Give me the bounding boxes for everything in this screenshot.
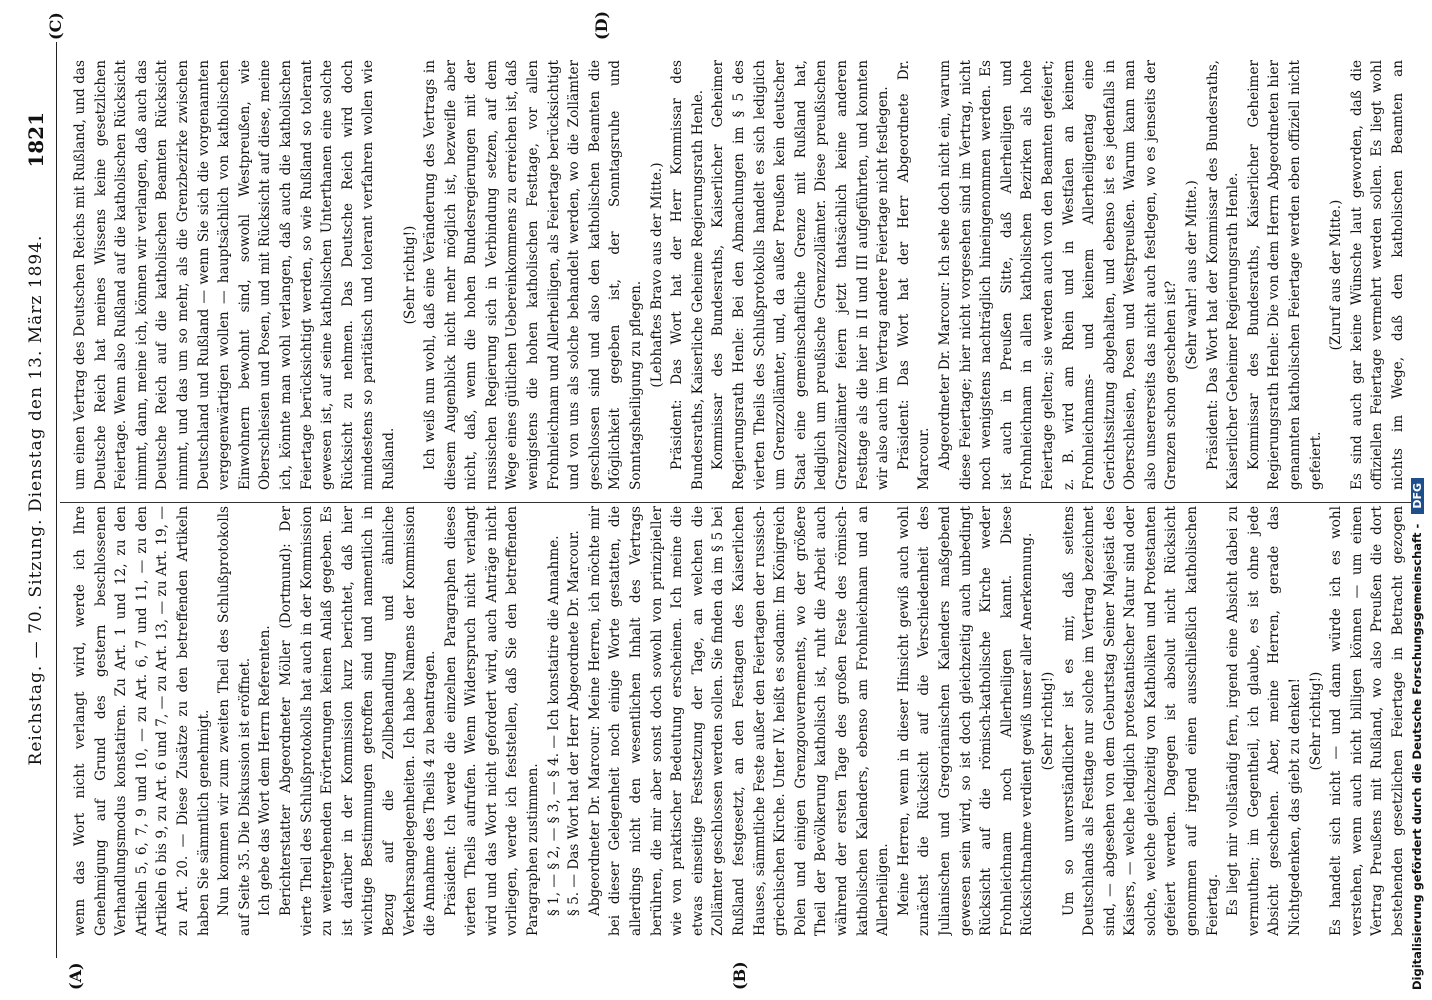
paragraph: Präsident: Das Wort hat der Herr Abgeordnete Dr. Marcour. (895, 60, 933, 490)
paragraph: Kommissar des Bundesraths, Kaiserlicher Geheimer Regierungsrath Henle: Die von dem Herrn Abgeordneten hier genannten katholischen Feiertage werden eben offiziell nicht gefeiert. (1245, 60, 1324, 490)
page-number: 1821 (24, 112, 48, 168)
margin-letter-d: (D) (592, 10, 611, 40)
column-divider (60, 502, 1412, 503)
paragraph: wenn das Wort nicht verlangt wird, werde ich Ihre Genehmigung auf Grund des gestern beschlossenen Verhandlungsmodus konstatiren. Zu Art. 1 und 12, zu den Artikeln 5, 6, 7, 9 und 10, — zu Art. 6, 7 und 11, — zu den Artikeln 6 bis 9, zu Art. 6 und 7, — zu Art. 13, — zu Art. 19, — zu Art. 20. — Diese Zusätze zu den betreffenden Artikeln haben Sie sämmtlich genehmigt. (72, 506, 212, 936)
credit-text: Digitalisierung gefördert durch die Deutsche Forschungsgemeinschaft - (1410, 519, 1424, 990)
paragraph: Präsident: Ich werde die einzelnen Paragraphen dieses vierten Theils aufrufen. Wenn Widerspruch nicht verlangt wird und das Wort nicht gefordert wird, auch Anträge nicht vorliegen, werde ich feststellen, daß Sie den betreffenden Paragraphen zustimmen. (442, 506, 542, 936)
digitization-credit (1410, 30, 1428, 990)
paragraph: Um so unverständlicher ist es mir, daß seitens Deutschlands als Festtage nur solche im Vertrag bezeichnet sind, — abgesehen von dem Geburtstag Seiner Majestät des Kaisers, — welche lediglich protestantischer Natur sind oder solche, welche gleichzeitig von Katholiken und Protestanten gefeiert werden. Dagegen ist absolut nicht Rücksicht genommen auf irgend einen ausschließlich katholischen Feiertag. (1060, 506, 1221, 936)
paragraph: Berichterstatter Abgeordneter Möller (Dortmund): Der vierte Theil des Schlußprotokolls hat auch in der Kommission zu weitergehenden Erörterungen keinen Anlaß gegeben. Es ist darüber in der Kommission kurz berichtet, daß hier wichtige Bestimmungen getroffen sind und namentlich in Bezug auf die Zollbehandlung und ähnliche Verkehrsangelegenheiten. Ich habe Namens der Kommission die Annahme des Theils 4 zu beantragen. (277, 506, 439, 936)
paragraph: (Sehr wahr! aus der Mitte.) (1184, 180, 1201, 370)
paragraph: Es sind auch gar keine Wünsche laut geworden, daß die offiziellen Feiertage vermehrt werden sollen. Es liegt wohl nichts im Wege, daß den katholischen Beamten an (1348, 60, 1406, 490)
paragraph: § 5. — Das Wort hat der Herr Abgeordnete Dr. Marcour. (566, 530, 583, 916)
paragraph: Ich weiß nun wohl, daß eine Veränderung des Vertrags in diesem Augenblick nicht mehr möglich ist, bezweifle aber nicht, daß, wenn die hohen Bundesregierungen mit der russischen Regierung sich in Verbindung setzen, auf dem Wege eines gütlichen Uebereinkommens zu erreichen ist, daß wenigstens die hohen katholischen Festtage, vor allen Frohnleichnam und Allerheiligen, als Feiertage berücksichtigt und von uns als solche behandelt werden, wo die Zollämter geschlossen sind und also den katholischen Beamten die Möglichkeit gegeben ist, der Sonntagsruhe und Sonntagsheiligung zu pflegen. (422, 60, 645, 490)
paragraph: (Sehr richtig!) (401, 225, 418, 325)
paragraph: Meine Herren, wenn in dieser Hinsicht gewiß auch wohl zunächst die Rücksicht auf die Verschiedenheit des Julianischen und Gregorianischen Kalenders maßgebend gewesen sein wird, so ist doch gleichzeitig auch unbedingt Rücksicht auf die römisch-katholische Kirche weder Frohnleichnam noch Allerheiligen kannt. Diese Rücksichtnahme verdient gewiß unser aller Anerkennung. (895, 506, 1036, 936)
paragraph: (Sehr richtig!) (1039, 671, 1056, 771)
paragraph: Es liegt mir vollständig fern, irgend eine Absicht dabei zu vermuthen; im Gegentheil, ich glaube, es ist ohne jede Absicht geschehen. Aber, meine Herren, gerade das Nichtgedenken, das giebt zu denken! (1225, 506, 1304, 936)
margin-letter-c: (C) (46, 12, 65, 40)
paragraph: (Sehr richtig!) (1307, 671, 1324, 771)
paragraph: § 1, — § 2, — § 3, — § 4. — Ich konstatire die Annahme. (545, 535, 562, 916)
margin-letter-b: (B) (730, 961, 749, 990)
paragraph: Es handelt sich nicht — und dann würde ich es wohl verstehen, wenn auch nicht billigen können — um einen Vertrag Preußens mit Rußland, wo also Preußen die dort bestehenden gesetzlichen Feiertage in Betracht gezogen (1328, 506, 1406, 936)
paragraph: um einen Vertrag des Deutschen Reichs mit Rußland, und das Deutsche Reich hat meines Wissens keine gesetzlichen Feiertage. Wenn also Rußland auf die katholischen Rücksicht nimmt, dann, meine ich, können wir verlangen, daß auch das Deutsche Reich auf die katholischen Beamten Rücksicht nimmt, und das um so mehr, als die Grenzbezirke zwischen Deutschland und Rußland — wenn Sie sich die vorgenannten vergegenwärtigen wollen — hauptsächlich von katholischen Einwohnern bewohnt sind, sowohl Westpreußen, wie Oberschlesien und Posen, und mit Rücksicht auf diese, meine ich, könnte man wohl verlangen, daß auch die katholischen Feiertage berücksichtigt werden, so wie Rußland so tolerant gewesen ist, auf seine katholischen Unterthanen eine solche Rücksicht zu nehmen. Das Deutsche Reich wird doch mindestens so paritätisch und tolerant verfahren wollen wie Rußland. (72, 60, 397, 490)
left-text-column (70, 506, 1412, 936)
right-text-column (70, 60, 1412, 490)
paragraph: Abgeordneter Dr. Marcour: Ich sehe doch nicht ein, warum diese Feiertage; hier nicht vorgesehen sind im Vertrag, nicht noch wenigstens nachträglich hineingenommen werden. Es ist auch in Preußen Sitte, daß Allerheiligen und Frohnleichnam in allen katholischen Bezirken als hohe Feiertage gelten; sie werden auch von den Beamten gefeiert; z. B. wird am Rhein und in Westfalen an keinem Frohnleichnams- und keinem Allerheiligentag eine Gerichtssitzung abgehalten, und ebenso ist es jedenfalls in Oberschlesien, Posen und Westpreußen. Warum kann man also unsererseits das nicht auch festlegen, wo es jenseits der Grenzen schon geschehen ist? (936, 60, 1180, 490)
page-header (20, 42, 57, 958)
paragraph: Kommissar des Bundesraths, Kaiserlicher Geheimer Regierungsrath Henle: Bei den Abmachungen im § 5 des vierten Theils des Schlußprotokolls handelt es sich lediglich um Grenzzollämter, und, da außer Preußen kein deutscher Staat eine gemeinschaftliche Grenze mit Rußland hat, lediglich um preußische Grenzzollämter. Diese preußischen Grenzzollämter feiern jetzt thatsächlich keine anderen Festtage als die hier in II und III aufgeführten, und konnten wir also auch im Vertrag andere Feiertage nicht festlegen. (710, 60, 892, 490)
paragraph: Präsident: Das Wort hat der Herr Kommissar des Bundesraths, Kaiserliche Geheime Regierungsrath Henle. (669, 60, 706, 490)
paragraph: (Lebhaftes Bravo aus der Mitte.) (648, 162, 665, 388)
margin-letter-a: (A) (66, 962, 85, 990)
paragraph: (Zuruf aus der Mitte.) (1328, 199, 1345, 351)
paragraph: Präsident: Das Wort hat der Kommissar des Bundesraths, Kaiserlicher Geheimer Regierungsrath Henle. (1204, 60, 1242, 490)
paragraph: Ich gebe das Wort dem Herrn Referenten. (257, 625, 274, 916)
dfg-badge: DFG (1411, 478, 1424, 514)
paragraph: Nun kommen wir zum zweiten Theil des Schlußprotokolls auf Seite 35. Die Diskussion ist eröffnet. (216, 506, 253, 936)
paragraph: Abgeordneter Dr. Marcour: Meine Herren, ich möchte mir bei dieser Gelegenheit noch einige Worte gestatten, die allerdings nicht den wesentlichen Inhalt des Vertrags berühren, die mir aber sonst doch sowohl von prinzipieller wie von praktischer Bedeutung erscheinen. Ich meine die etwas einseitige Festsetzung der Tage, an welchen die Zollämter geschlossen werden sollen. Sie finden da im § 5 bei Rußland festgesetzt, an den Festtagen des Kaiserlichen Hauses, sämmtliche Feste außer den Feiertagen der russisch-griechischen Kirche. Unter IV. heißt es sodann: Im Königreich Polen und einigen Grenzgouvernements, wo der größere Theil der Bevölkerung katholisch ist, ruht die Arbeit auch während der ersten Tage des großen Feste des römisch-katholischen Kalenders, ebenso am Frohnleichnam und an Allerheiligen. (586, 506, 892, 936)
page-title: Reichstag. — 70. Sitzung. Dienstag den 13. März 1894. (26, 234, 46, 766)
